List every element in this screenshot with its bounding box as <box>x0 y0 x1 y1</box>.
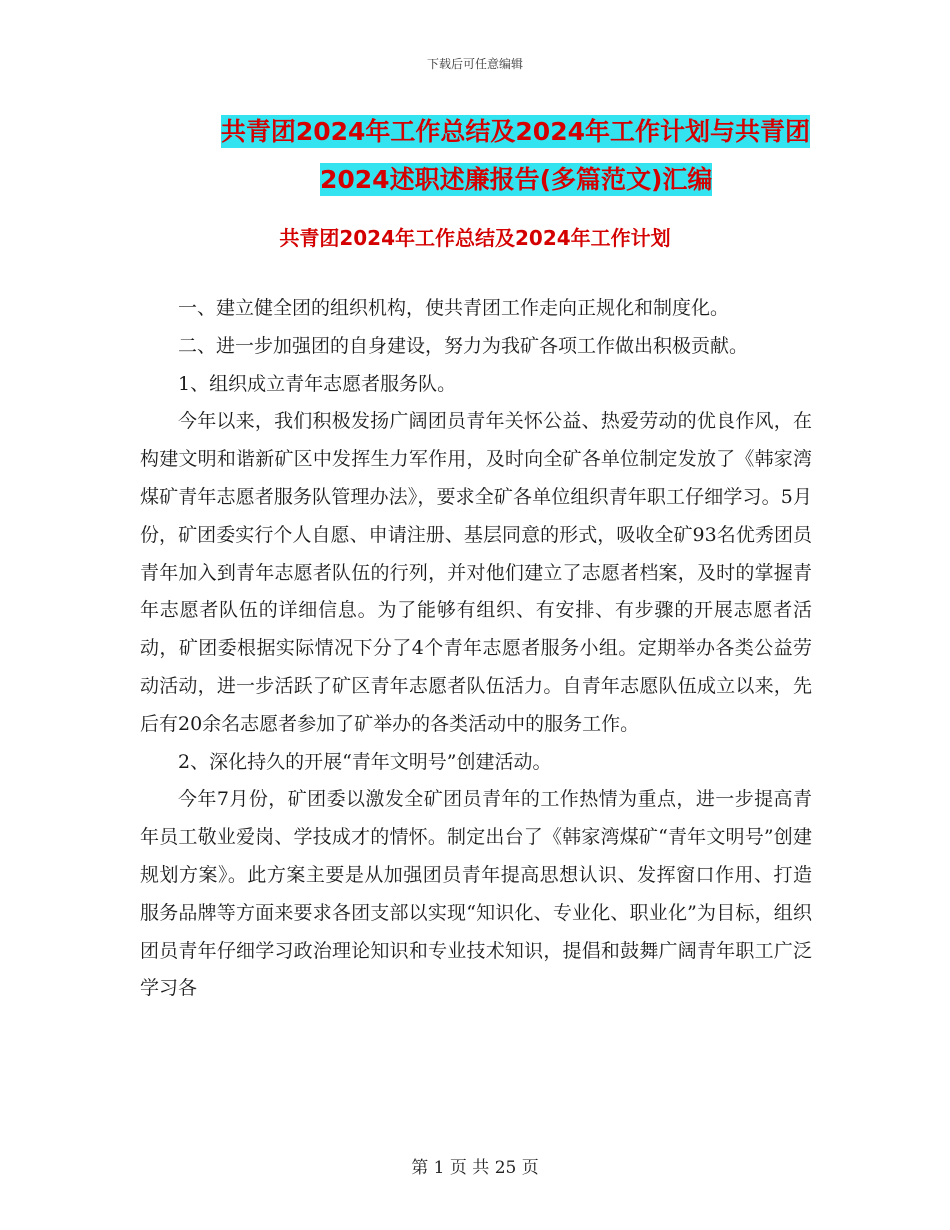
paragraph: 2、深化持久的开展“青年文明号”创建活动。 <box>178 750 552 773</box>
title-line-2: 2024述职述廉报告(多篇范文)汇编 <box>320 165 713 194</box>
paragraph: 今年以来，我们积极发扬广阔团员青年关怀公益、热爱劳动的优良作风，在构建文明和谐新矿区中发挥生力军作用，及时向全矿各单位制定发放了《韩家湾煤矿青年志愿者服务队管理办法》，要求全矿各单位组织青年职工仔细学习。5月份，矿团委实行个人自愿、申请注册、基层同意的形式，吸收全矿93名优秀团员青年加入到青年志愿者队伍的行列，并对他们建立了志愿者档案，及时的掌握青年志愿者队伍的详细信息。为了能够有组织、有安排、有步骤的开展志愿者活动，矿团委根据实际情况下分了4个青年志愿者服务小组。定期举办各类公益劳动活动，进一步活跃了矿区青年志愿者队伍活力。自青年志愿队伍成立以来，先后有20余名志愿者参加了矿举办的各类活动中的服务工作。 <box>140 410 812 735</box>
paragraph: 二、进一步加强团的自身建设，努力为我矿各项工作做出积极贡献。 <box>178 334 749 357</box>
paragraph: 今年7月份，矿团委以激发全矿团员青年的工作热情为重点，进一步提高青年员工敬业爱岗、学技成才的情怀。制定出台了《韩家湾煤矿“青年文明号”创建规划方案》。此方案主要是从加强团员青年提高思想认识、发挥窗口作用、打造服务品牌等方面来要求各团支部以实现“知识化、专业化、职业化”为目标，组织团员青年仔细学习政治理论知识和专业技术知识，提倡和鼓舞广阔青年职工广泛学习各 <box>140 788 812 1000</box>
paragraph: 1、组织成立青年志愿者服务队。 <box>178 372 457 395</box>
document-body <box>140 290 812 1008</box>
paragraph: 一、建立健全团的组织机构，使共青团工作走向正规化和制度化。 <box>178 297 730 319</box>
document-title <box>140 108 810 204</box>
section-heading: 共青团2024年工作总结及2024年工作计划 <box>279 226 671 250</box>
page-footer: 第 1 页 共 25 页 <box>411 1158 539 1178</box>
title-line-1: 共青团2024年工作总结及2024年工作计划与共青团 <box>220 117 810 146</box>
header-note: 下载后可任意编辑 <box>426 57 523 71</box>
